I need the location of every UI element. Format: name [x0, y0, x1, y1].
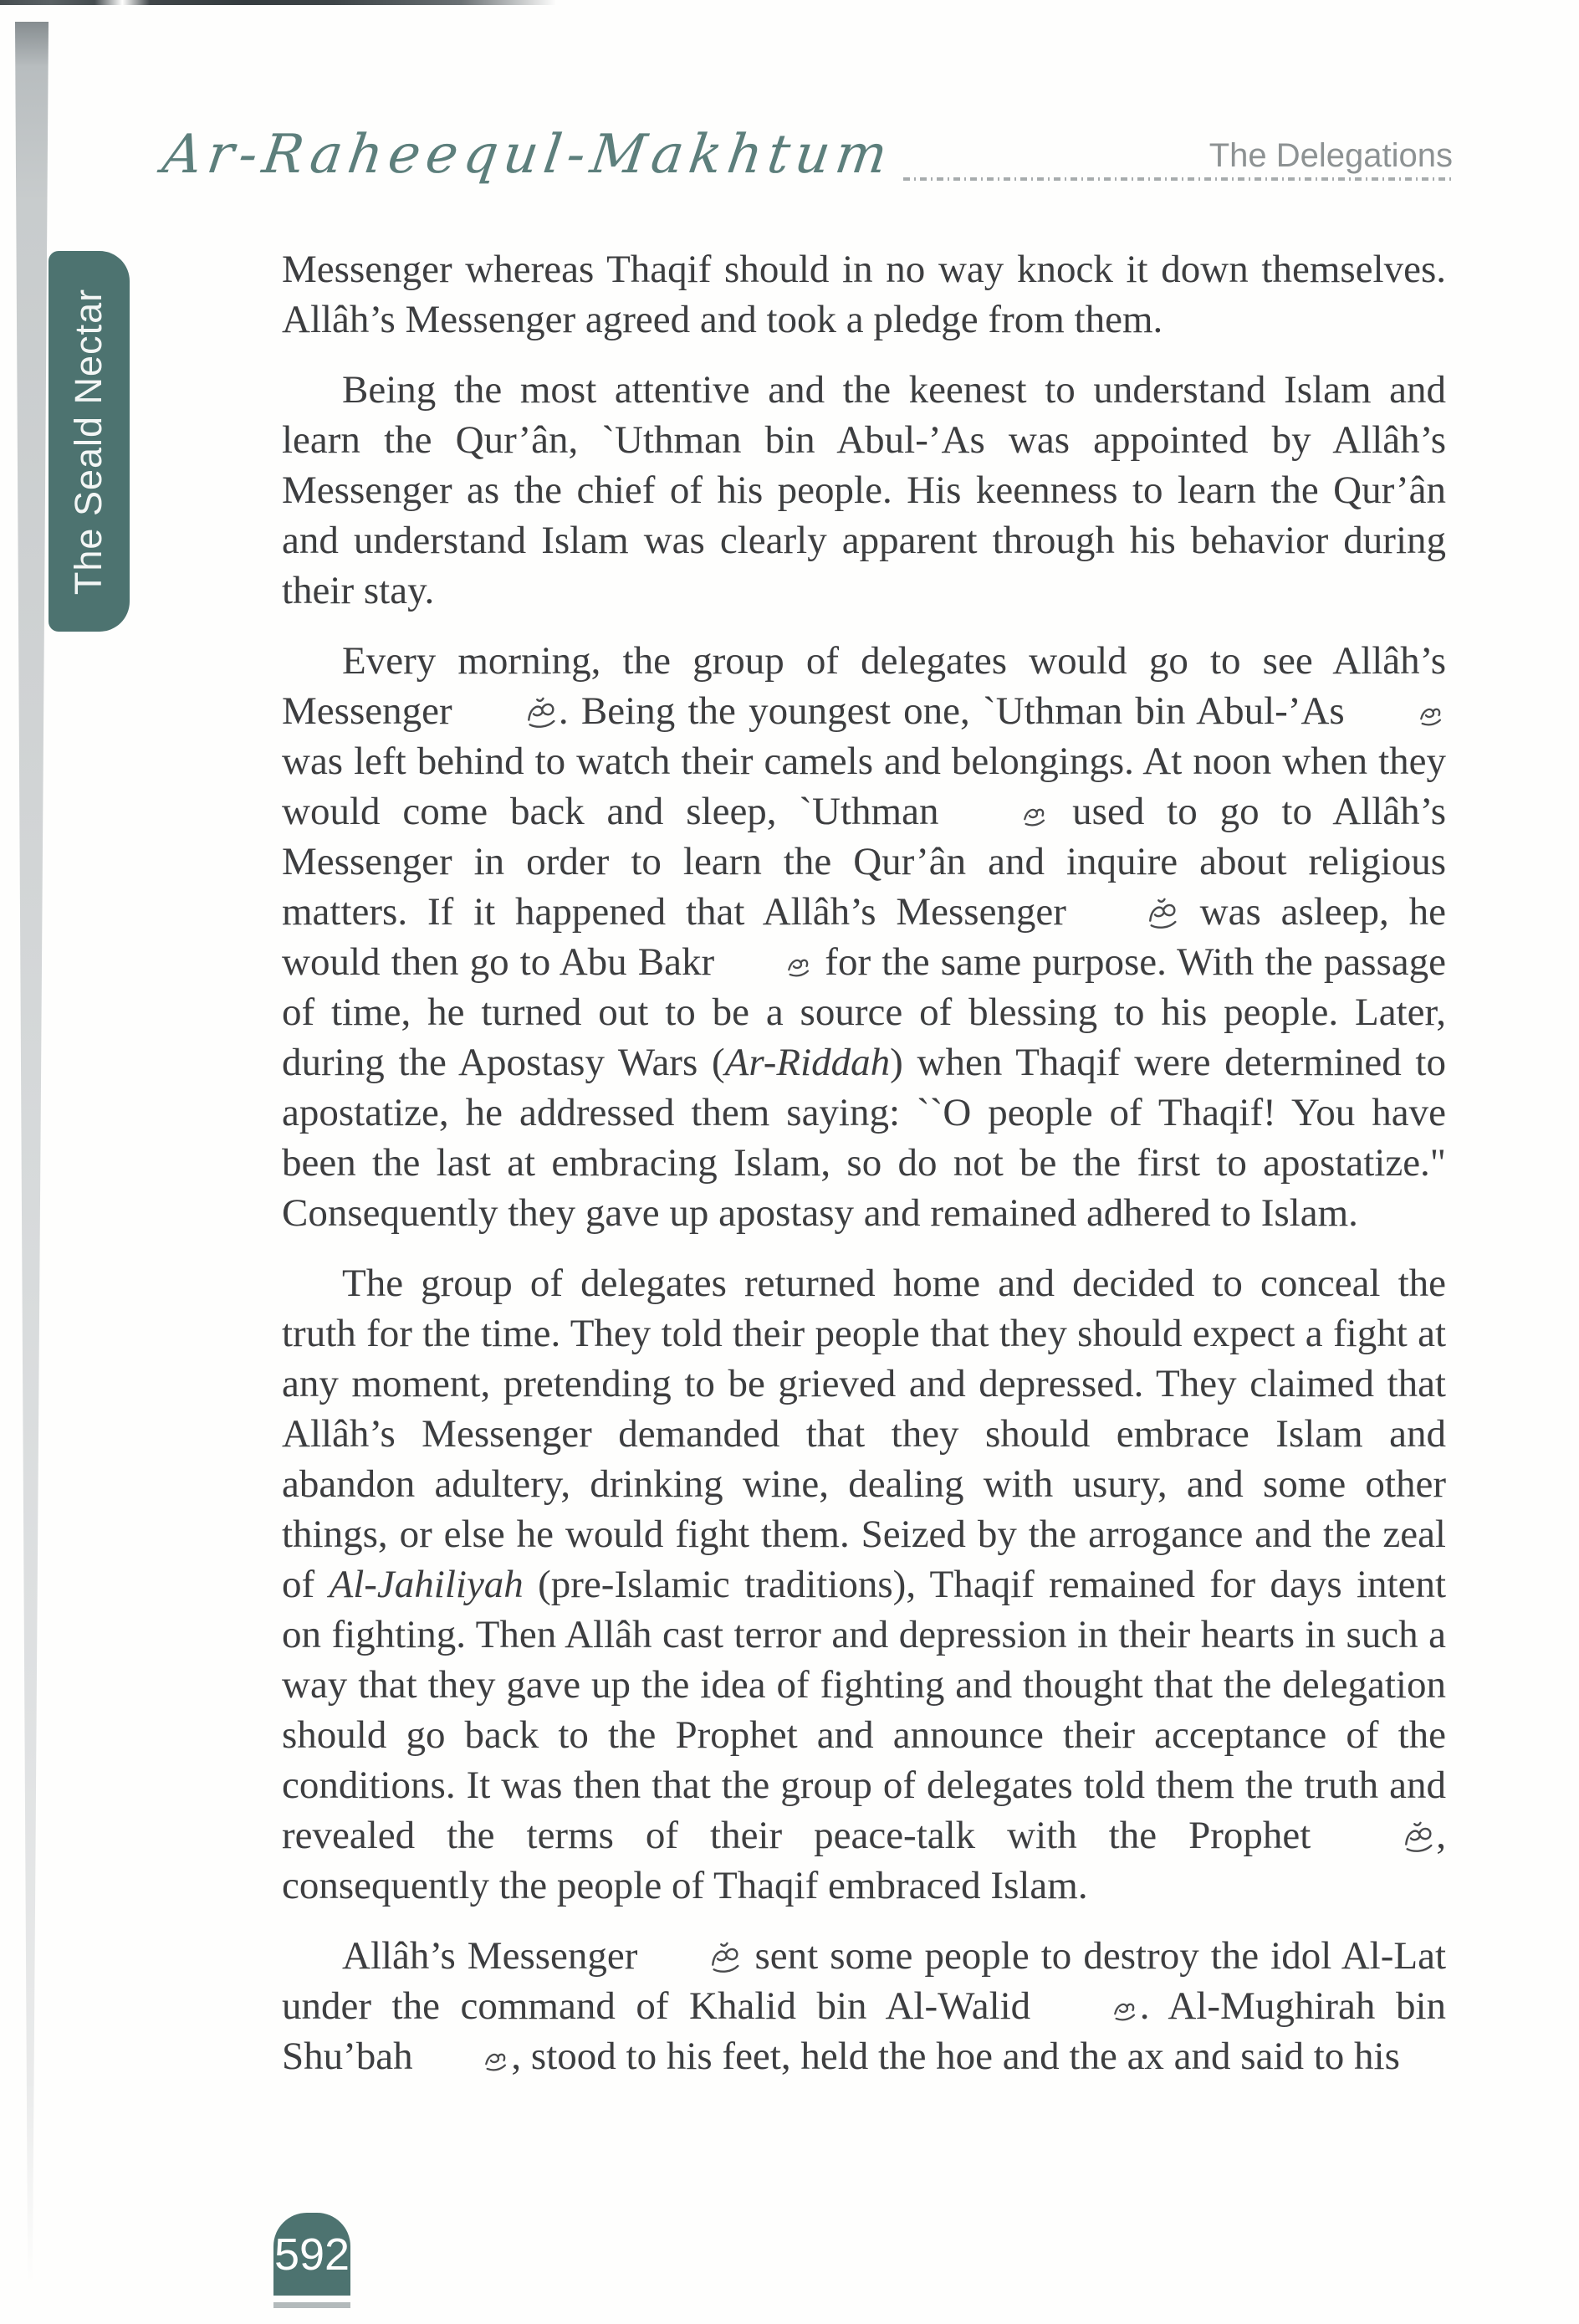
text-run: The group of delegates returned home and decided to conceal the truth for the time. They told their people that they should expect a fight at any moment, pretending to be grieved and depressed. They claimed that Allâh’s Messenger demanded that they should embrace Islam and abandon adultery, drinking wine, dealing with usury, and some other things, or else he would fight them. Seized by the arrogance and the zeal of — [282, 1262, 1446, 1606]
book-title-script: Ar-Raheequl-Makhtum — [159, 124, 897, 186]
text-run: used to go to Allâh’s Messenger in order to learn the Qur’ân and inquire about religious matters. If it happened that Allâh’s Messenger — [282, 790, 1446, 934]
text-run: . Al-Mughirah bin Shu’bah — [282, 1984, 1446, 2078]
chapter-title: The Delegations — [1209, 137, 1453, 174]
paragraph — [282, 244, 1446, 345]
text-run: , consequently the people of Thaqif embraced Islam. — [282, 1814, 1446, 1907]
paragraph — [282, 636, 1446, 1238]
pbuh-symbol — [465, 686, 559, 736]
ra-symbol — [725, 937, 814, 987]
text-run: Every morning, the group of delegates would go to see Allâh’s Messenger — [282, 639, 1446, 733]
ra-symbol — [961, 786, 1050, 837]
pbuh-symbol — [1086, 887, 1180, 937]
paragraph — [282, 1931, 1446, 2081]
side-tab — [49, 251, 130, 632]
page-gutter-shadow — [15, 22, 49, 2286]
text-run: was asleep, he would then go to Abu Bakr — [282, 890, 1446, 984]
page-number-badge — [273, 2213, 350, 2296]
text-run: Being the most attentive and the keenest to understand Islam and learn the Qur’ân, `Uthman bin Abul-’As was appointed by Allâh’s Messenger as the chief of his people. His keenness to learn the Qur’ân and understand Islam was clearly apparent through his behavior during their stay. — [282, 368, 1446, 612]
text-run: Allâh’s Messenger — [342, 1934, 650, 1978]
ra-symbol — [422, 2031, 511, 2081]
italic-text-run: Al-Jahiliyah — [329, 1563, 524, 1606]
text-run: . Being the youngest one, `Uthman bin Abul-’As — [558, 689, 1357, 733]
text-run: for the same purpose. With the passage of time, he turned out to be a source of blessing to his people. Later, during the Apostasy Wars ( — [282, 940, 1446, 1084]
text-run: , stood to his feet, held the hoe and the ax and said to his — [511, 2035, 1400, 2078]
italic-text-run: Ar-Riddah — [724, 1041, 891, 1084]
text-run: (pre-Islamic traditions), Thaqif remained for days intent on fighting. Then Allâh cast terror and depression in their hearts in such a way that they gave up the idea of fighting and thought that the delegation should go back to the Prophet and announce their acceptance of the conditions. It was then that the group of delegates told them the truth and revealed the terms of their peace-talk with the Prophet — [282, 1563, 1446, 1857]
pbuh-symbol — [649, 1931, 743, 1981]
ra-symbol — [1357, 686, 1446, 736]
ra-symbol — [1051, 1981, 1140, 2031]
paragraph — [282, 1258, 1446, 1911]
text-run: Messenger whereas Thaqif should in no way knock it down themselves. Allâh’s Messenger agreed and took a pledge from them. — [282, 248, 1446, 341]
page-number-underline — [273, 2302, 350, 2308]
paragraph — [282, 365, 1446, 616]
page-number: 592 — [273, 2229, 350, 2280]
text-run: was left behind to watch their camels and belongings. At noon when they would come back and sleep, `Uthman — [282, 740, 1446, 833]
header-rule — [903, 177, 1453, 181]
text-run: ) when Thaqif were determined to apostatize, he addressed them saying: ``O people of Thaqif! You have been the last at embracing Islam, so do not be the first to apostatize." Consequently they gave up apostasy and remained adhered to Islam. — [282, 1041, 1446, 1235]
scan-edge-artifact — [0, 0, 556, 5]
body-text — [282, 244, 1446, 2101]
side-tab-label: The Seald Nectar — [67, 288, 110, 595]
text-run: sent some people to destroy the idol Al-Lat under the command of Khalid bin Al-Walid — [282, 1934, 1447, 2028]
pbuh-symbol — [1342, 1810, 1436, 1861]
